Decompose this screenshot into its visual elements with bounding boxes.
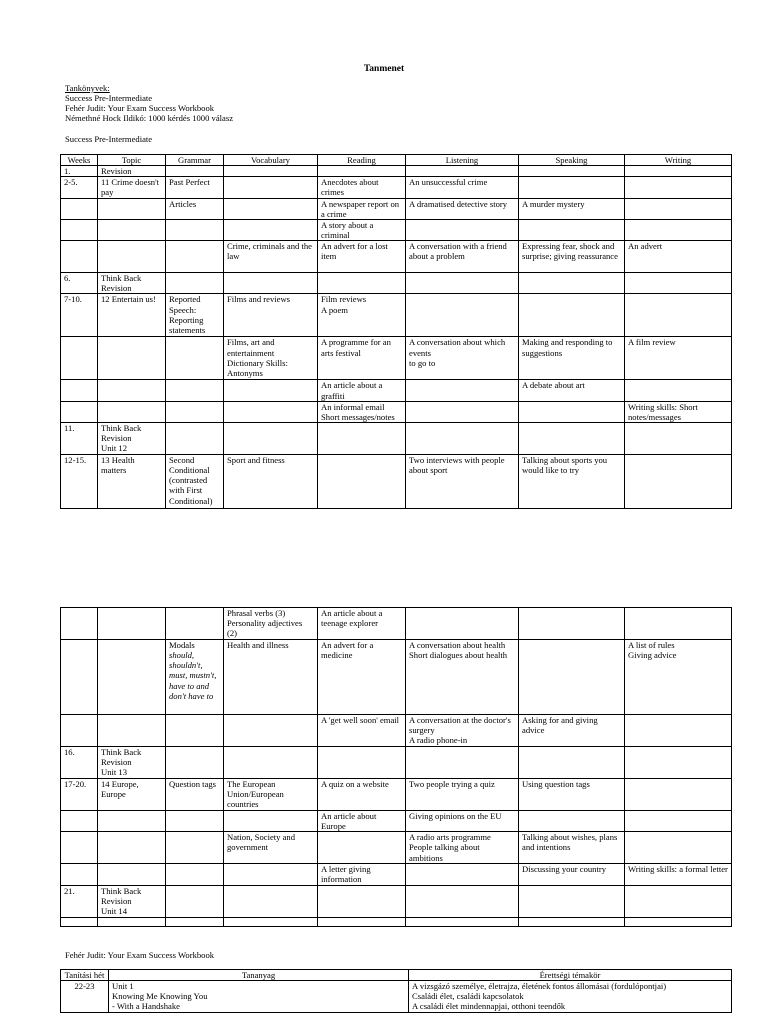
- cell-topic: Think Back Revision Unit 12: [98, 422, 166, 454]
- cell-grammar: Question tags: [166, 779, 224, 811]
- cell-vocabulary: [224, 715, 318, 747]
- cell-listening: A conversation with a friend about a problem: [406, 241, 519, 273]
- workbook-row: [61, 981, 732, 1012]
- cell-topic: [98, 640, 166, 715]
- cell-listening: [406, 401, 519, 422]
- plan-row: [61, 747, 732, 779]
- page-title: Tanmenet: [363, 64, 405, 74]
- cell-reading: [318, 273, 406, 294]
- section-heading-workbook: Fehér Judit: Your Exam Success Workbook: [65, 950, 215, 960]
- plan-row: [61, 294, 732, 337]
- cell-writing: A list of rules Giving advice: [625, 640, 732, 715]
- cell-vocabulary: [224, 917, 318, 926]
- plan-row: [61, 422, 732, 454]
- plan-row: [61, 241, 732, 273]
- col-reading: Reading: [318, 155, 406, 166]
- cell-speaking: [519, 294, 625, 337]
- cell-listening: A dramatised detective story: [406, 198, 519, 219]
- cell-writing: [625, 177, 732, 198]
- cell-reading: An article about a teenage explorer: [318, 608, 406, 640]
- cell-writing: Writing skills: a formal letter: [625, 864, 732, 885]
- textbook-line: Success Pre-Intermediate: [65, 93, 153, 104]
- cell-vocabulary: Phrasal verbs (3) Personality adjectives (2): [224, 608, 318, 640]
- cell-listening: Two people trying a quiz: [406, 779, 519, 811]
- cell-grammar: [166, 917, 224, 926]
- cell-grammar: [166, 885, 224, 917]
- cell-writing: [625, 917, 732, 926]
- cell-weeks: [61, 608, 98, 640]
- cell-listening: A conversation at the doctor's surgery A radio phone-in: [406, 715, 519, 747]
- cell-reading: An article about a graffiti: [318, 380, 406, 401]
- cell-topic: [98, 811, 166, 832]
- cell-speaking: [519, 177, 625, 198]
- cell-reading: [318, 166, 406, 177]
- cell-vocabulary: The European Union/European countries: [224, 779, 318, 811]
- col-listening: Listening: [406, 155, 519, 166]
- cell-weeks: [61, 640, 98, 715]
- col-speaking: Speaking: [519, 155, 625, 166]
- cell-topic: 12 Entertain us!: [98, 294, 166, 337]
- textbook-line: Némethné Hock Ildikó: 1000 kérdés 1000 válasz: [65, 113, 234, 124]
- plan-row: [61, 832, 732, 864]
- cell-reading: A programme for an arts festival: [318, 337, 406, 380]
- cell-writing: [625, 811, 732, 832]
- cell-speaking: [519, 422, 625, 454]
- cell-grammar: [166, 273, 224, 294]
- cell-reading: An advert for a lost item: [318, 241, 406, 273]
- plan-row: [61, 885, 732, 917]
- cell-speaking: A debate about art: [519, 380, 625, 401]
- cell-weeks: [61, 401, 98, 422]
- cell-weeks: [61, 241, 98, 273]
- cell-weeks: [61, 715, 98, 747]
- section-heading-success: Success Pre-Intermediate: [65, 134, 153, 144]
- cell-listening: Two interviews with people about sport: [406, 454, 519, 508]
- cell-topic: [98, 715, 166, 747]
- cell-grammar: [166, 864, 224, 885]
- cell-listening: [406, 273, 519, 294]
- col-topic: Topic: [98, 155, 166, 166]
- cell-grammar: Reported Speech: Reporting statements: [166, 294, 224, 337]
- cell-listening: [406, 864, 519, 885]
- cell-topic: [98, 380, 166, 401]
- cell-writing: [625, 779, 732, 811]
- col-weeks: Weeks: [61, 155, 98, 166]
- cell-grammar: Articles: [166, 198, 224, 219]
- cell-vocabulary: Films and reviews: [224, 294, 318, 337]
- plan-row: [61, 779, 732, 811]
- cell-reading: A story about a criminal: [318, 219, 406, 240]
- cell-speaking: [519, 166, 625, 177]
- cell-weeks: [61, 337, 98, 380]
- cell-writing: Writing skills: Short notes/messages: [625, 401, 732, 422]
- cell-weeks: [61, 832, 98, 864]
- cell-grammar: [166, 422, 224, 454]
- cell-vocabulary: [224, 422, 318, 454]
- cell-topic: Think Back Revision: [98, 273, 166, 294]
- cell-weeks: 2-5.: [61, 177, 98, 198]
- cell-reading: An article about Europe: [318, 811, 406, 832]
- cell-weeks: [61, 917, 98, 926]
- cell-speaking: Discussing your country: [519, 864, 625, 885]
- cell-topic: Think Back Revision Unit 13: [98, 747, 166, 779]
- cell-speaking: [519, 401, 625, 422]
- cell-grammar: [166, 832, 224, 864]
- cell-writing: [625, 422, 732, 454]
- cell-reading: [318, 422, 406, 454]
- cell-writing: [625, 273, 732, 294]
- cell-weeks: [61, 380, 98, 401]
- cell-writing: [625, 166, 732, 177]
- cell-weeks: [61, 198, 98, 219]
- plan-row: [61, 608, 732, 640]
- cell-speaking: Asking for and giving advice: [519, 715, 625, 747]
- plan-row: [61, 219, 732, 240]
- cell-speaking: Expressing fear, shock and surprise; giving reassurance: [519, 241, 625, 273]
- cell-topic: [98, 832, 166, 864]
- cell-weeks: 11.: [61, 422, 98, 454]
- cell-writing: [625, 885, 732, 917]
- cell-grammar: [166, 380, 224, 401]
- cell-writing: An advert: [625, 241, 732, 273]
- cell-vocabulary: [224, 864, 318, 885]
- cell-topic: Revision: [98, 166, 166, 177]
- cell-writing: [625, 832, 732, 864]
- cell-speaking: [519, 917, 625, 926]
- modals-list: should, shouldn't, must, mustn't, have to and don't have to: [169, 650, 217, 701]
- cell-listening: An unsuccessful crime: [406, 177, 519, 198]
- col-exam-topic: Érettségi témakör: [409, 970, 732, 981]
- cell-reading: A letter giving information: [318, 864, 406, 885]
- cell-vocabulary: [224, 177, 318, 198]
- cell-topic: 13 Health matters: [98, 454, 166, 508]
- cell-grammar: [166, 241, 224, 273]
- cell-vocabulary: [224, 198, 318, 219]
- workbook-table: [60, 969, 732, 1013]
- cell-listening: [406, 219, 519, 240]
- cell-vocabulary: [224, 885, 318, 917]
- cell-reading: A newspaper report on a crime: [318, 198, 406, 219]
- plan-row: [61, 273, 732, 294]
- cell-writing: [625, 219, 732, 240]
- cell-grammar: [166, 715, 224, 747]
- cell-exam-topic: A vizsgázó személye, életrajza, életének fontos állomásai (fordulópontjai) Családi élet, családi kapcsolatok A családi élet mindennapjai, otthoni teendők: [409, 981, 732, 1012]
- cell-speaking: Using question tags: [519, 779, 625, 811]
- cell-writing: [625, 294, 732, 337]
- col-grammar: Grammar: [166, 155, 224, 166]
- cell-topic: [98, 219, 166, 240]
- cell-weeks: 1.: [61, 166, 98, 177]
- cell-topic: [98, 608, 166, 640]
- workbook-header-row: [61, 970, 732, 981]
- plan-header-row: [61, 155, 732, 166]
- cell-reading: A 'get well soon' email: [318, 715, 406, 747]
- plan-row: [61, 337, 732, 380]
- plan-row: [61, 401, 732, 422]
- plan-row: [61, 198, 732, 219]
- cell-vocabulary: Health and illness: [224, 640, 318, 715]
- cell-speaking: [519, 811, 625, 832]
- col-vocabulary: Vocabulary: [224, 155, 318, 166]
- cell-speaking: Talking about sports you would like to try: [519, 454, 625, 508]
- cell-listening: [406, 885, 519, 917]
- cell-reading: A quiz on a website: [318, 779, 406, 811]
- cell-grammar: [166, 811, 224, 832]
- plan-table-part-2: [60, 607, 732, 927]
- col-teaching-week: Tanítási hét: [61, 970, 109, 981]
- cell-weeks: 6.: [61, 273, 98, 294]
- cell-speaking: Talking about wishes, plans and intentions: [519, 832, 625, 864]
- cell-listening: [406, 917, 519, 926]
- plan-table-part-1: [60, 154, 732, 509]
- plan-row: [61, 864, 732, 885]
- cell-weeks: [61, 864, 98, 885]
- cell-vocabulary: [224, 401, 318, 422]
- plan-row: [61, 177, 732, 198]
- cell-grammar: [166, 608, 224, 640]
- cell-reading: [318, 747, 406, 779]
- cell-topic: Think Back Revision Unit 14: [98, 885, 166, 917]
- cell-vocabulary: Sport and fitness: [224, 454, 318, 508]
- cell-writing: [625, 198, 732, 219]
- plan-row: [61, 715, 732, 747]
- cell-topic: [98, 337, 166, 380]
- cell-speaking: [519, 640, 625, 715]
- cell-speaking: [519, 608, 625, 640]
- cell-listening: [406, 294, 519, 337]
- cell-topic: [98, 198, 166, 219]
- cell-vocabulary: Nation, Society and government: [224, 832, 318, 864]
- cell-grammar: [166, 219, 224, 240]
- cell-weeks: 12-15.: [61, 454, 98, 508]
- cell-writing: [625, 454, 732, 508]
- cell-vocabulary: [224, 219, 318, 240]
- cell-vocabulary: [224, 811, 318, 832]
- textbooks-block: [65, 83, 233, 124]
- cell-week: 22-23: [61, 981, 109, 1012]
- cell-topic: 14 Europe, Europe: [98, 779, 166, 811]
- cell-grammar: [166, 401, 224, 422]
- plan-row: [61, 454, 732, 508]
- cell-writing: [625, 608, 732, 640]
- cell-vocabulary: [224, 747, 318, 779]
- cell-vocabulary: [224, 166, 318, 177]
- cell-listening: [406, 422, 519, 454]
- cell-writing: [625, 747, 732, 779]
- cell-listening: [406, 747, 519, 779]
- cell-reading: Film reviews A poem: [318, 294, 406, 337]
- cell-speaking: Making and responding to suggestions: [519, 337, 625, 380]
- cell-reading: [318, 917, 406, 926]
- cell-vocabulary: [224, 273, 318, 294]
- cell-reading: [318, 885, 406, 917]
- cell-weeks: 16.: [61, 747, 98, 779]
- cell-grammar: Past Perfect: [166, 177, 224, 198]
- cell-material: Unit 1 Knowing Me Knowing You - With a Handshake: [109, 981, 409, 1012]
- cell-reading: Anecdotes about crimes: [318, 177, 406, 198]
- cell-speaking: [519, 885, 625, 917]
- cell-writing: [625, 380, 732, 401]
- cell-reading: An informal email Short messages/notes: [318, 401, 406, 422]
- cell-weeks: 17-20.: [61, 779, 98, 811]
- cell-speaking: A murder mystery: [519, 198, 625, 219]
- cell-vocabulary: Films, art and entertainment Dictionary Skills: Antonyms: [224, 337, 318, 380]
- cell-weeks: 21.: [61, 885, 98, 917]
- plan-row: [61, 380, 732, 401]
- textbook-line: Fehér Judit: Your Exam Success Workbook: [65, 103, 215, 114]
- cell-speaking: [519, 273, 625, 294]
- col-writing: Writing: [625, 155, 732, 166]
- cell-grammar: Modals should, shouldn't, must, mustn't, have to and don't have to: [166, 640, 224, 715]
- cell-listening: [406, 608, 519, 640]
- cell-weeks: [61, 219, 98, 240]
- cell-weeks: 7-10.: [61, 294, 98, 337]
- cell-listening: [406, 166, 519, 177]
- cell-listening: A conversation about which events to go to: [406, 337, 519, 380]
- col-material: Tananyag: [109, 970, 409, 981]
- cell-topic: 11 Crime doesn't pay: [98, 177, 166, 198]
- plan-row: [61, 917, 732, 926]
- plan-row: [61, 640, 732, 715]
- cell-listening: A radio arts programme People talking about ambitions: [406, 832, 519, 864]
- plan-row: [61, 811, 732, 832]
- cell-listening: A conversation about health Short dialogues about health: [406, 640, 519, 715]
- cell-speaking: [519, 747, 625, 779]
- cell-speaking: [519, 219, 625, 240]
- cell-grammar: [166, 747, 224, 779]
- cell-vocabulary: Crime, criminals and the law: [224, 241, 318, 273]
- cell-topic: [98, 864, 166, 885]
- cell-topic: [98, 241, 166, 273]
- cell-writing: A film review: [625, 337, 732, 380]
- cell-grammar: [166, 337, 224, 380]
- cell-weeks: [61, 811, 98, 832]
- plan-row: [61, 166, 732, 177]
- cell-grammar: [166, 166, 224, 177]
- cell-listening: Giving opinions on the EU: [406, 811, 519, 832]
- cell-topic: [98, 401, 166, 422]
- cell-reading: An advert for a medicine: [318, 640, 406, 715]
- cell-writing: [625, 715, 732, 747]
- cell-listening: [406, 380, 519, 401]
- cell-grammar: Second Conditional (contrasted with First Conditional): [166, 454, 224, 508]
- textbooks-heading: Tankönyvek:: [65, 83, 110, 93]
- cell-vocabulary: [224, 380, 318, 401]
- cell-reading: [318, 832, 406, 864]
- cell-topic: [98, 917, 166, 926]
- cell-reading: [318, 454, 406, 508]
